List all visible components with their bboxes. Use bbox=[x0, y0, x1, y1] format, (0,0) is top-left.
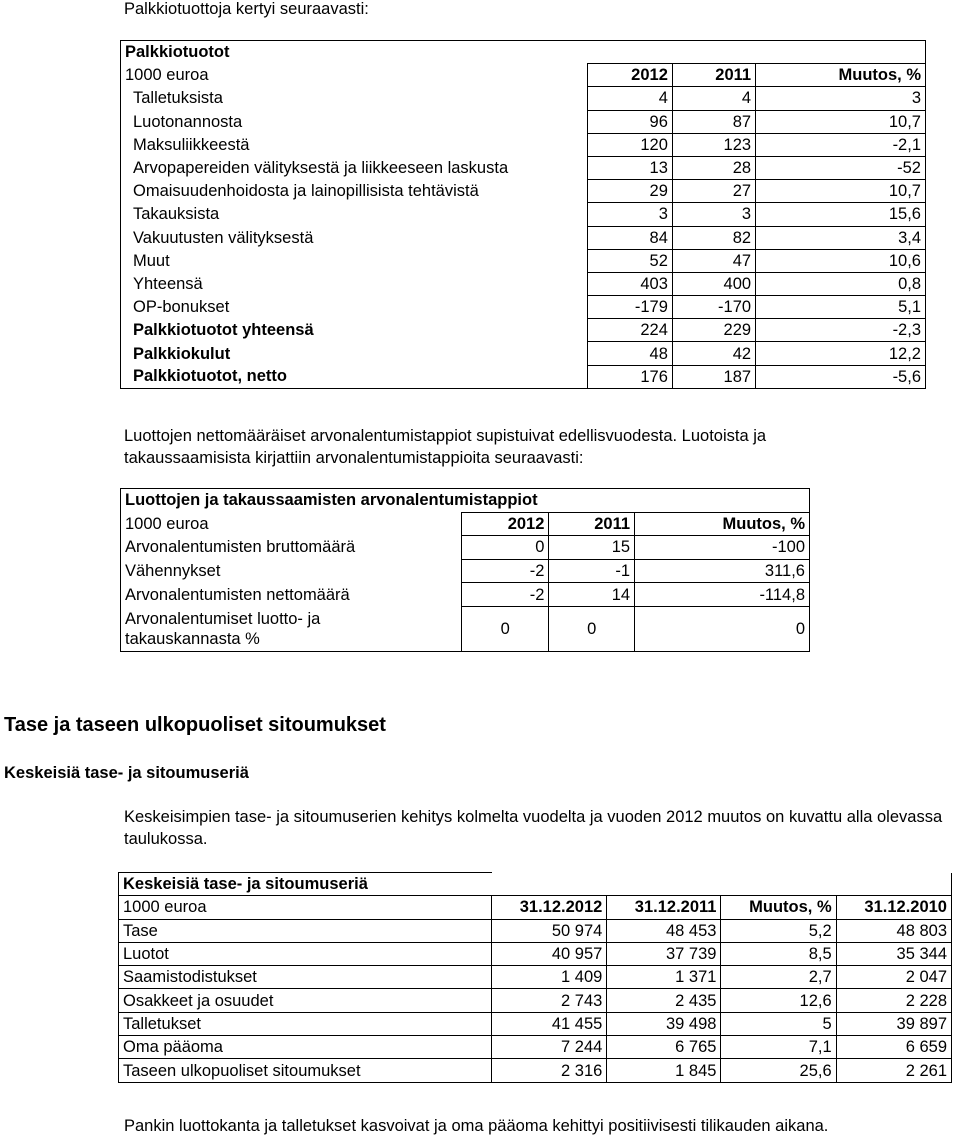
value-cell: 12,6 bbox=[721, 989, 836, 1012]
row-label: Arvopapereiden välityksestä ja liikkeeseen laskusta bbox=[133, 159, 509, 178]
table-cell bbox=[492, 873, 607, 896]
value-cell: 3,4 bbox=[756, 226, 926, 249]
value-cell: 28 bbox=[672, 156, 755, 179]
value-cell: 120 bbox=[588, 133, 673, 156]
table-row bbox=[119, 1036, 952, 1059]
row-label: Palkkiotuotot yhteensä bbox=[133, 321, 314, 340]
value-cell: 1 409 bbox=[492, 966, 607, 989]
table-row bbox=[121, 559, 810, 583]
unit-label: 1000 euroa bbox=[125, 66, 209, 85]
unit-label: 1000 euroa bbox=[119, 896, 492, 919]
value-cell: 0 bbox=[462, 606, 549, 651]
value-cell: 0,8 bbox=[756, 272, 926, 295]
row-label: Takauksista bbox=[133, 205, 220, 224]
value-cell: 2 743 bbox=[492, 989, 607, 1012]
value-cell: 25,6 bbox=[721, 1059, 836, 1082]
value-cell: 1 845 bbox=[607, 1059, 721, 1082]
value-cell: 7,1 bbox=[721, 1036, 836, 1059]
column-header: Muutos, % bbox=[635, 512, 810, 536]
value-cell: 2 261 bbox=[836, 1059, 951, 1082]
value-cell: -2 bbox=[462, 583, 549, 607]
balance-paragraph: Keskeisimpien tase- ja sitoumuserien kehitys kolmelta vuodelta ja vuoden 2012 muutos on kuvattu alla olevassa taulukossa. bbox=[124, 808, 943, 848]
row-label: Yhteensä bbox=[133, 274, 203, 293]
table-cell bbox=[588, 41, 673, 64]
row-label: Arvonalentumisten bruttomäärä bbox=[125, 538, 356, 557]
value-cell: 0 bbox=[549, 606, 635, 651]
value-cell: 10,7 bbox=[756, 180, 926, 203]
value-cell: 48 bbox=[588, 342, 673, 365]
table-row bbox=[121, 272, 926, 295]
table-row bbox=[121, 296, 926, 319]
value-cell: 27 bbox=[672, 180, 755, 203]
value-cell: 4 bbox=[588, 87, 673, 110]
row-label: Arvonalentumisten nettomäärä bbox=[125, 585, 350, 604]
column-header: 2011 bbox=[672, 64, 755, 87]
value-cell: 2,7 bbox=[721, 966, 836, 989]
value-cell: 5,1 bbox=[756, 296, 926, 319]
value-cell: 8,5 bbox=[721, 942, 836, 965]
row-label: OP-bonukset bbox=[133, 298, 230, 317]
column-header: 31.12.2011 bbox=[607, 896, 721, 919]
value-cell: 41 455 bbox=[492, 1012, 607, 1035]
value-cell: 224 bbox=[588, 319, 673, 342]
value-cell: 15 bbox=[549, 536, 635, 560]
row-label-line: Arvonalentumiset luotto- ja bbox=[125, 609, 321, 628]
value-cell: 6 659 bbox=[836, 1036, 951, 1059]
value-cell: 2 228 bbox=[836, 989, 951, 1012]
table-title-row bbox=[121, 41, 926, 64]
intro-text: Palkkiotuottoja kertyi seuraavasti: bbox=[124, 0, 369, 18]
table-title-row bbox=[119, 873, 952, 896]
value-cell: 47 bbox=[672, 249, 755, 272]
table-title: Luottojen ja takaussaamisten arvonalentumistappiot bbox=[125, 491, 538, 510]
value-cell: 229 bbox=[672, 319, 755, 342]
row-label: Maksuliikkeestä bbox=[133, 135, 250, 154]
table-row bbox=[121, 203, 926, 226]
value-cell: -1 bbox=[549, 559, 635, 583]
value-cell: 4 bbox=[672, 87, 755, 110]
table-row bbox=[121, 180, 926, 203]
table-row bbox=[121, 583, 810, 607]
value-cell: 5,2 bbox=[721, 919, 836, 942]
value-cell: 48 453 bbox=[607, 919, 721, 942]
column-header: 2011 bbox=[549, 512, 635, 536]
table-header-row bbox=[121, 64, 926, 87]
column-header: Muutos, % bbox=[721, 896, 836, 919]
column-header: 2012 bbox=[462, 512, 549, 536]
value-cell: 39 897 bbox=[836, 1012, 951, 1035]
row-label: Palkkiokulut bbox=[133, 344, 231, 363]
value-cell: 10,6 bbox=[756, 249, 926, 272]
impairment-paragraph: Luottojen nettomääräiset arvonalentumistappiot supistuivat edellisvuodesta. Luotoista ja takaussaamisista kirjattiin arvonalentumistappioita seuraavasti: bbox=[124, 427, 767, 467]
value-cell: 48 803 bbox=[836, 919, 951, 942]
table-title: Palkkiotuotot bbox=[125, 43, 230, 62]
row-label: Vakuutusten välityksestä bbox=[133, 228, 314, 247]
value-cell: 37 739 bbox=[607, 942, 721, 965]
row-label: Talletuksista bbox=[133, 89, 223, 108]
value-cell: 3 bbox=[756, 87, 926, 110]
value-cell: 10,7 bbox=[756, 110, 926, 133]
value-cell: 40 957 bbox=[492, 942, 607, 965]
value-cell: 403 bbox=[588, 272, 673, 295]
value-cell: 187 bbox=[672, 365, 755, 388]
unit-label: 1000 euroa bbox=[125, 514, 209, 533]
value-cell: -170 bbox=[672, 296, 755, 319]
row-label: Taseen ulkopuoliset sitoumukset bbox=[119, 1059, 492, 1082]
table-row bbox=[121, 249, 926, 272]
value-cell: 0 bbox=[462, 536, 549, 560]
row-label: Luotonannosta bbox=[133, 112, 243, 131]
table-row bbox=[121, 365, 926, 388]
table-cell bbox=[672, 41, 755, 64]
column-header: 2012 bbox=[588, 64, 673, 87]
subsection-heading: Keskeisiä tase- ja sitoumuseriä bbox=[4, 764, 249, 782]
value-cell: 42 bbox=[672, 342, 755, 365]
table-row bbox=[119, 942, 952, 965]
value-cell: 2 316 bbox=[492, 1059, 607, 1082]
table-row bbox=[119, 919, 952, 942]
table-row bbox=[119, 966, 952, 989]
fee-income-table bbox=[120, 40, 926, 389]
value-cell: 96 bbox=[588, 110, 673, 133]
table-cell bbox=[721, 873, 836, 896]
impairment-table bbox=[120, 488, 810, 652]
value-cell: 2 435 bbox=[607, 989, 721, 1012]
value-cell: 35 344 bbox=[836, 942, 951, 965]
row-label: Vähennykset bbox=[125, 562, 221, 581]
value-cell: -2 bbox=[462, 559, 549, 583]
row-label: Tase bbox=[119, 919, 492, 942]
closing-paragraph: Pankin luottokanta ja talletukset kasvoivat ja oma pääoma kehittyi positiivisesti tilikauden aikana. bbox=[124, 1117, 829, 1135]
value-cell: -2,3 bbox=[756, 319, 926, 342]
value-cell: -100 bbox=[635, 536, 810, 560]
row-label: Saamistodistukset bbox=[119, 966, 492, 989]
value-cell: 176 bbox=[588, 365, 673, 388]
table-row bbox=[119, 989, 952, 1012]
row-label: Luotot bbox=[119, 942, 492, 965]
value-cell: 15,6 bbox=[756, 203, 926, 226]
value-cell: -52 bbox=[756, 156, 926, 179]
value-cell: -114,8 bbox=[635, 583, 810, 607]
row-label: Osakkeet ja osuudet bbox=[119, 989, 492, 1012]
table-title-row bbox=[121, 489, 810, 513]
row-label: Oma pääoma bbox=[119, 1036, 492, 1059]
row-label: Omaisuudenhoidosta ja lainopillisista tehtävistä bbox=[133, 182, 479, 201]
table-row bbox=[119, 1059, 952, 1082]
table-header-row bbox=[121, 512, 810, 536]
value-cell: 50 974 bbox=[492, 919, 607, 942]
value-cell: -5,6 bbox=[756, 365, 926, 388]
table-row bbox=[119, 1012, 952, 1035]
table-row bbox=[121, 110, 926, 133]
table-title: Keskeisiä tase- ja sitoumuseriä bbox=[119, 873, 492, 896]
value-cell: 0 bbox=[635, 606, 810, 651]
value-cell: 3 bbox=[588, 203, 673, 226]
column-header: 31.12.2012 bbox=[492, 896, 607, 919]
column-header: Muutos, % bbox=[756, 64, 926, 87]
table-row bbox=[121, 156, 926, 179]
row-label bbox=[121, 606, 462, 651]
table-cell bbox=[836, 873, 951, 896]
table-row bbox=[121, 606, 810, 651]
table-cell bbox=[756, 41, 926, 64]
value-cell: 14 bbox=[549, 583, 635, 607]
row-label: Palkkiotuotot, netto bbox=[133, 367, 287, 386]
table-cell bbox=[607, 873, 721, 896]
value-cell: 13 bbox=[588, 156, 673, 179]
value-cell: 6 765 bbox=[607, 1036, 721, 1059]
value-cell: 2 047 bbox=[836, 966, 951, 989]
row-label: Talletukset bbox=[119, 1012, 492, 1035]
value-cell: -2,1 bbox=[756, 133, 926, 156]
value-cell: 12,2 bbox=[756, 342, 926, 365]
table-row bbox=[121, 342, 926, 365]
value-cell: -179 bbox=[588, 296, 673, 319]
row-label: Muut bbox=[133, 251, 170, 270]
table-row bbox=[121, 226, 926, 249]
column-header: 31.12.2010 bbox=[836, 896, 951, 919]
table-row bbox=[121, 87, 926, 110]
value-cell: 5 bbox=[721, 1012, 836, 1035]
section-heading: Tase ja taseen ulkopuoliset sitoumukset bbox=[4, 714, 386, 736]
value-cell: 1 371 bbox=[607, 966, 721, 989]
table-row bbox=[121, 536, 810, 560]
value-cell: 311,6 bbox=[635, 559, 810, 583]
value-cell: 3 bbox=[672, 203, 755, 226]
table-header-row bbox=[119, 896, 952, 919]
row-label-line: takauskannasta % bbox=[125, 629, 260, 648]
value-cell: 7 244 bbox=[492, 1036, 607, 1059]
value-cell: 84 bbox=[588, 226, 673, 249]
value-cell: 400 bbox=[672, 272, 755, 295]
table-row bbox=[121, 319, 926, 342]
value-cell: 82 bbox=[672, 226, 755, 249]
value-cell: 39 498 bbox=[607, 1012, 721, 1035]
table-row bbox=[121, 133, 926, 156]
balance-sheet-table bbox=[118, 872, 952, 1083]
value-cell: 87 bbox=[672, 110, 755, 133]
value-cell: 29 bbox=[588, 180, 673, 203]
value-cell: 123 bbox=[672, 133, 755, 156]
value-cell: 52 bbox=[588, 249, 673, 272]
